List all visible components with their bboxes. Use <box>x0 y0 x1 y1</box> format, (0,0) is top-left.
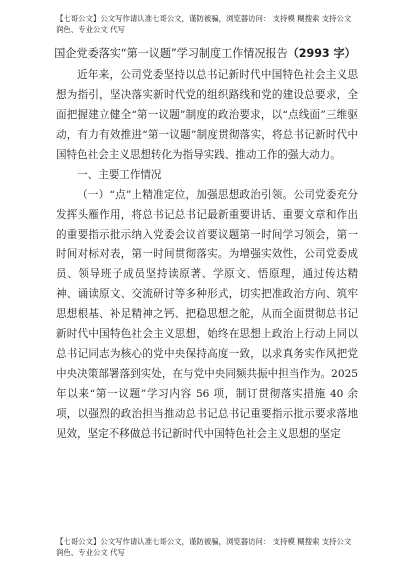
document-title <box>40 47 370 61</box>
body-paragraph: （一）“点”上精准定位，加强思想政治引领。公司党委充分发挥头雁作用，将总书记总书记最新重要讲话、重要文章和作出的重要指示批示纳入党委会议首要议题第一时间学习领会，第一时间对标对表，第一时间贯彻落实。为增强实效性，公司党委成员、领导班子成员坚持读原著、学原文、悟原理，通过传达精神、诵读原文、交流研讨等多种形式，切实把准政治方向、筑牢思想根基、补足精神之钙、把稳思想之舵，从而全面贯彻总书记新时代中国特色社会主义思想，始终在思想上政治上行动上同以总书记同志为核心的党中央保持高度一致，以求真务实作风把党中央决策部署落到实处，在与党中央同频共振中担当作为。2025 年以来“第一议题”学习内容 56 项，制订贯彻落实措施 40 余项，以强烈的政治担当推动总书记总书记重要指示批示要求落地见效，坚定不移做总书记新时代中国特色社会主义思想的坚定 <box>56 188 358 440</box>
footer-notice: 【七哥公文】公文写作请认准七哥公文，谨防被骗，浏览器访问： 支持模 糊搜索 支持公文润色、专业公文 代写 <box>56 537 352 557</box>
section-heading: 一、主要工作情况 <box>77 168 162 181</box>
title-text: 国企党委落实“第一议题”学习制度工作情况报告 <box>54 47 288 60</box>
header-notice: 【七哥公文】公文写作请认准七哥公文，谨防被骗，浏览器访问： 支持模 糊搜索 支持公文润色、专业公文 代写 <box>56 14 352 34</box>
word-count: （2993 字） <box>287 47 356 60</box>
intro-paragraph: 近年来，公司党委坚持以总书记新时代中国特色社会主义思想为指引，坚决落实新时代党的组织路线和党的建设总要求，全面把握建立健全“第一议题”制度的政治要求，以“点线面”三维驱动，有力有效推进“第一议题”制度贯彻落实，将总书记新时代中国特色社会主义思想转化为指导实践、推动工作的强大动力。 <box>56 69 358 161</box>
document-body <box>56 66 358 445</box>
